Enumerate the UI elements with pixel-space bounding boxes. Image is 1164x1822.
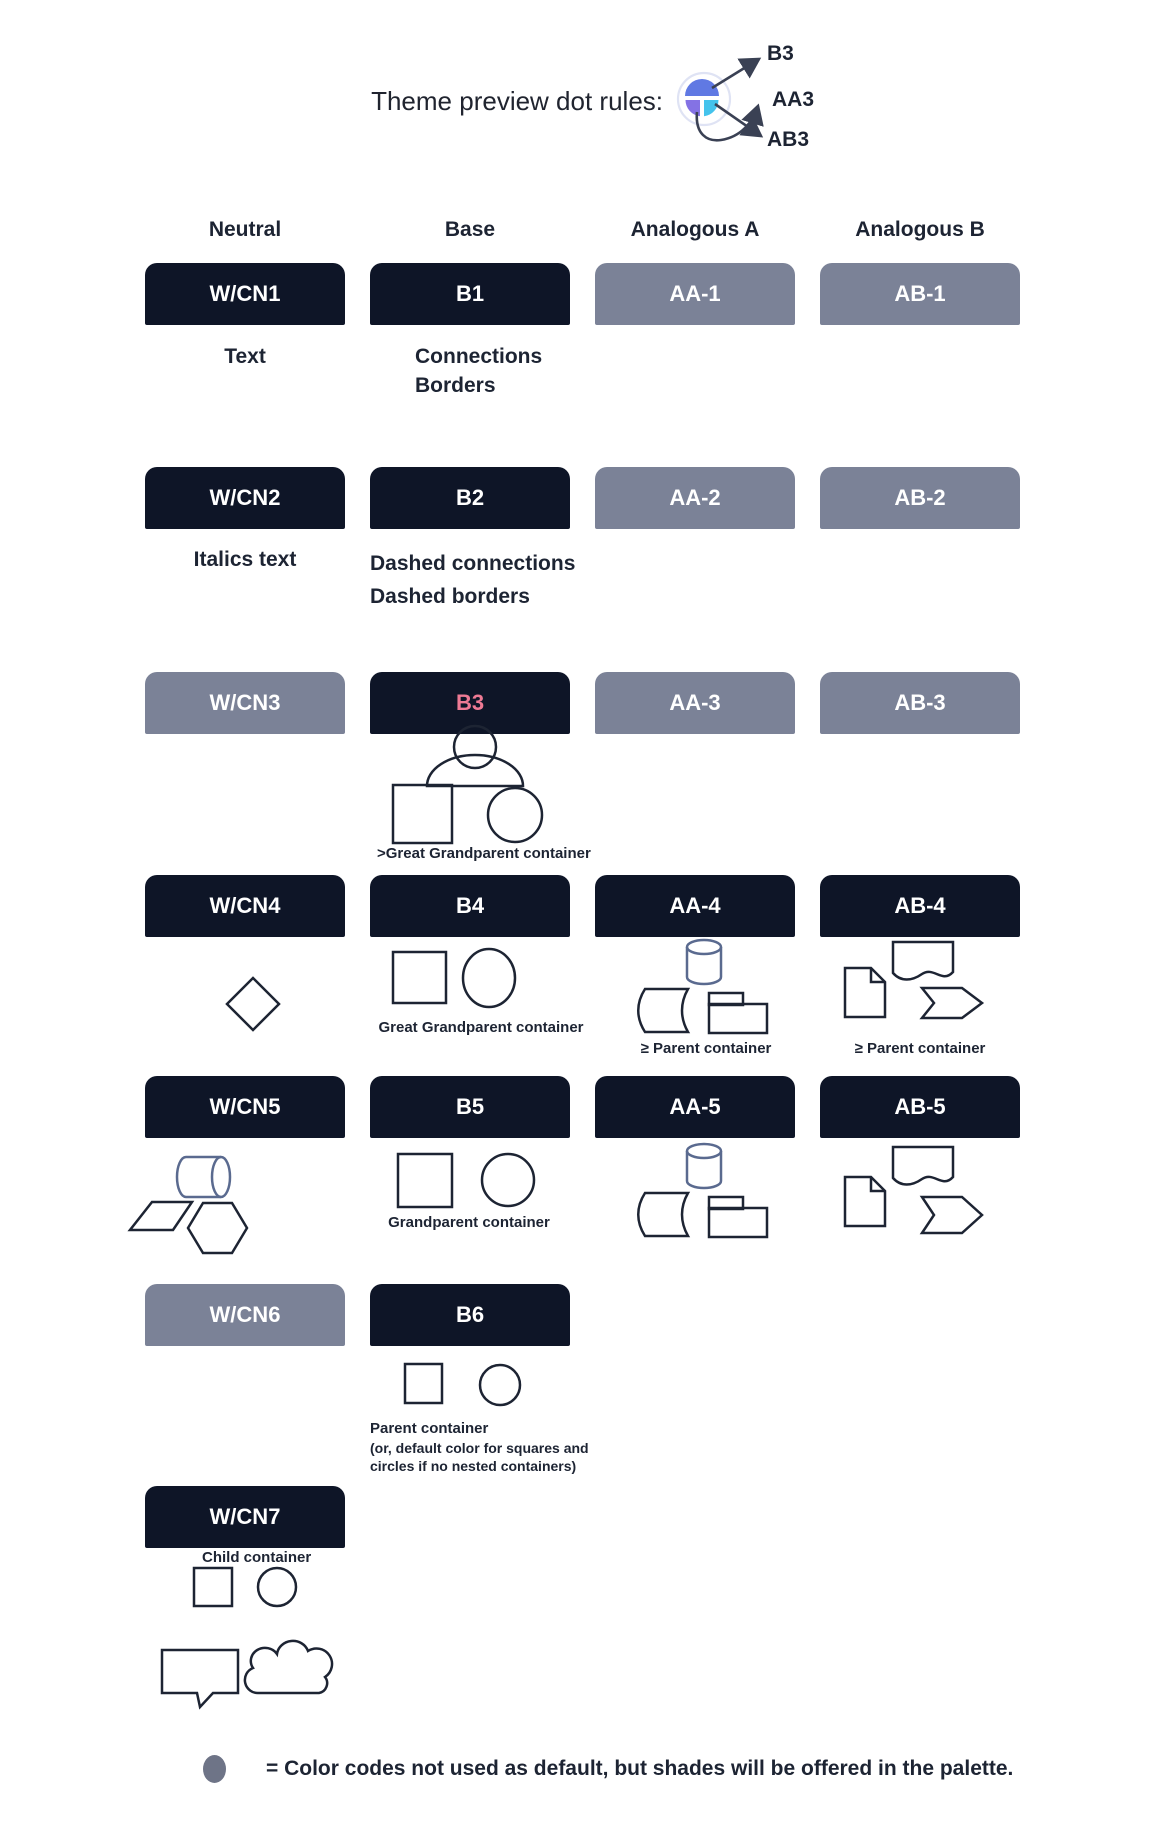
wcn4-shape-group	[222, 972, 284, 1036]
wcn7-shape-group	[188, 1562, 308, 1612]
swatch-wcn6: W/CN6	[145, 1284, 345, 1346]
banner-shape	[893, 942, 953, 980]
horizontal-cylinder-face-icon	[212, 1157, 230, 1197]
speech-bubble-shape	[162, 1650, 238, 1707]
caption-gt-great-grandparent: >Great Grandparent container	[377, 845, 591, 862]
square-shape	[393, 785, 452, 843]
swatch-ab2: AB-2	[820, 467, 1020, 529]
square-shape	[405, 1364, 442, 1403]
swatch-b1: B1	[370, 263, 570, 325]
legend-text: = Color codes not used as default, but shades will be offered in the palette.	[266, 1757, 1014, 1780]
circle-shape	[480, 1365, 520, 1405]
caption-dashed-borders: Dashed borders	[370, 585, 530, 608]
circle-shape	[463, 949, 515, 1007]
caption-dashed-connections: Dashed connections	[370, 552, 576, 575]
person-shoulders-icon	[427, 755, 523, 786]
column-header-analogous-a: Analogous A	[630, 218, 760, 241]
swatch-aa2: AA-2	[595, 467, 795, 529]
dot-label-ab3: AB3	[767, 128, 810, 151]
swatch-b4: B4	[370, 875, 570, 937]
stored-data-shape	[638, 989, 688, 1032]
ab5-shape-group	[838, 1141, 988, 1239]
cylinder-icon	[687, 1144, 721, 1158]
swatch-ab5: AB-5	[820, 1076, 1020, 1138]
chevron-shape	[922, 988, 982, 1018]
column-header-base: Base	[444, 218, 496, 241]
column-header-neutral: Neutral	[208, 218, 282, 241]
swatch-wcn1: W/CN1	[145, 263, 345, 325]
folder-body-shape	[709, 1208, 767, 1237]
dot-label-aa3: AA3	[772, 88, 815, 111]
hexagon-shape	[188, 1203, 247, 1253]
wcn5-shape-group	[125, 1150, 255, 1260]
b4-shape-group	[385, 944, 545, 1014]
stored-data-shape	[638, 1193, 688, 1236]
square-shape	[398, 1154, 452, 1207]
swatch-aa1: AA-1	[595, 263, 795, 325]
square-shape	[194, 1568, 232, 1606]
diamond-shape	[227, 978, 279, 1030]
swatch-wcn5: W/CN5	[145, 1076, 345, 1138]
chevron-shape	[922, 1197, 982, 1233]
arrow-to-b3-icon	[712, 59, 759, 88]
swatch-wcn7: W/CN7	[145, 1486, 345, 1548]
circle-shape	[482, 1154, 534, 1206]
caption-borders: Borders	[415, 374, 496, 397]
folder-body-shape	[709, 1004, 767, 1033]
swatch-wcn2: W/CN2	[145, 467, 345, 529]
aa5-shape-group	[630, 1140, 775, 1252]
caption-connections: Connections	[415, 345, 543, 368]
caption-text: Text	[224, 345, 266, 368]
circle-shape	[258, 1568, 296, 1606]
swatch-ab3: AB-3	[820, 672, 1020, 734]
wcn7-extra-shape-group	[155, 1638, 340, 1716]
caption-italics-text: Italics text	[193, 548, 297, 571]
swatch-b2: B2	[370, 467, 570, 529]
dot-label-b3: B3	[767, 42, 794, 65]
circle-shape	[488, 788, 542, 842]
person-head-icon	[454, 726, 496, 768]
swatch-b6: B6	[370, 1284, 570, 1346]
ab4-shape-group	[838, 936, 988, 1028]
swatch-wcn4: W/CN4	[145, 875, 345, 937]
swatch-aa3: AA-3	[595, 672, 795, 734]
document-shape	[845, 1177, 885, 1226]
swatch-aa5: AA-5	[595, 1076, 795, 1138]
caption-parent-line3: circles if no nested containers)	[370, 1458, 577, 1474]
cylinder-icon	[687, 940, 721, 954]
caption-ge-parent-ab: ≥ Parent container	[854, 1040, 986, 1057]
parallelogram-shape	[130, 1202, 192, 1230]
caption-ge-parent-aa: ≥ Parent container	[640, 1040, 772, 1057]
caption-great-grandparent: Great Grandparent container	[378, 1019, 584, 1036]
caption-parent-line1: Parent container	[370, 1420, 489, 1437]
square-shape	[393, 952, 446, 1003]
swatch-b5: B5	[370, 1076, 570, 1138]
swatch-ab1: AB-1	[820, 263, 1020, 325]
document-shape	[845, 968, 885, 1017]
caption-grandparent: Grandparent container	[388, 1214, 550, 1231]
caption-parent-line2: (or, default color for squares and	[370, 1440, 589, 1456]
page-title: Theme preview dot rules:	[371, 86, 663, 116]
swatch-wcn3: W/CN3	[145, 672, 345, 734]
swatch-b3: B3	[370, 672, 570, 734]
caption-child-container: Child container	[202, 1549, 312, 1566]
b6-shape-group	[398, 1356, 533, 1410]
cloud-shape	[245, 1641, 332, 1693]
swatch-aa4: AA-4	[595, 875, 795, 937]
legend-dot-icon	[203, 1755, 226, 1783]
banner-shape	[893, 1147, 953, 1185]
aa4-shape-group	[630, 936, 775, 1048]
b5-shape-group	[390, 1148, 550, 1214]
column-header-analogous-b: Analogous B	[855, 218, 985, 241]
swatch-ab4: AB-4	[820, 875, 1020, 937]
b3-shape-group	[385, 718, 565, 850]
arrow-to-ab3-icon	[715, 104, 761, 136]
